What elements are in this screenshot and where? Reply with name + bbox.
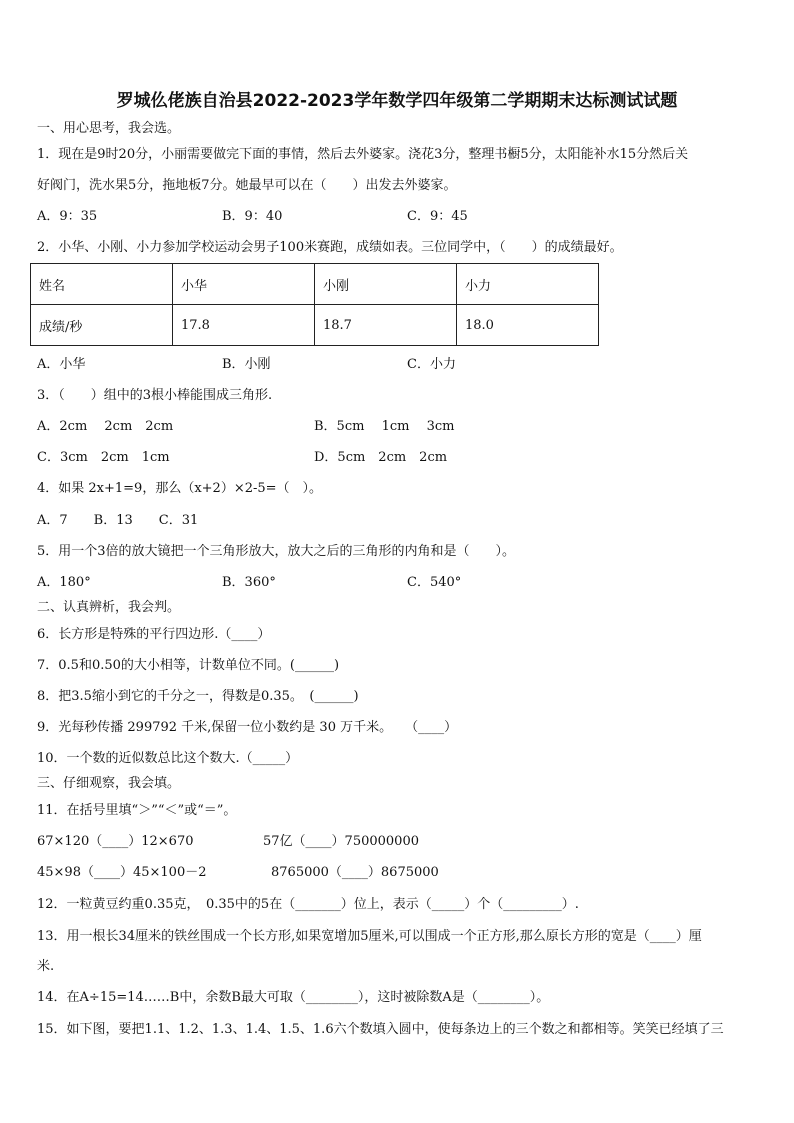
table-cell: 17.8 [173,305,315,346]
question-3-option-c: C．3cm 2cm 1cm [37,450,170,465]
question-13-text-cont: 米. [37,959,55,974]
section-heading-1: 一、用心思考，我会选。 [37,121,181,136]
question-6-text: 6．长方形是特殊的平行四边形.（____） [37,627,271,642]
question-3-option-b: B．5cm 1cm 3cm [314,419,455,434]
section-heading-3: 三、仔细观察，我会填。 [37,776,181,791]
question-14-text: 14．在A÷15=14……B中，余数B最大可取（________），这时被除数A是（________）。 [37,990,550,1005]
table-header-cell: 姓名 [31,264,173,305]
table-cell: 18.7 [315,305,457,346]
question-4-text: 4．如果 2x+1=9，那么（x+2）×2-5=（ ）。 [37,481,323,496]
page-title: 罗城仫佬族自治县2022-2023学年数学四年级第二学期期末达标测试试题 [116,91,678,111]
question-13-text: 13．用一根长34厘米的铁丝围成一个长方形,如果宽增加5厘米,可以围成一个正方形,那么原长方形的宽是（____）厘 [37,929,702,944]
question-15-text: 15．如下图，要把1.1、1.2、1.3、1.4、1.5、1.6六个数填入圆中，使每条边上的三个数之和都相等。笑笑已经填了三 [37,1022,724,1037]
question-2-option-c: C．小力 [407,357,456,372]
table-row [31,305,599,346]
question-12-text: 12．一粒黄豆约重0.35克， 0.35中的5在（_______）位上，表示（_____）个（_________）. [37,897,579,912]
question-8-text: 8．把3.5缩小到它的千分之一，得数是0.35。 (______) [37,689,359,704]
question-5-option-b: B．360° [222,575,276,590]
question-1-option-b: B．9：40 [222,209,283,224]
question-5-option-a: A．180° [37,575,91,590]
table-cell: 成绩/秒 [31,305,173,346]
score-table [30,263,599,346]
question-1-option-c: C．9：45 [407,209,468,224]
question-2-option-a: A．小华 [37,357,86,372]
question-11-item-d: 8765000（____）8675000 [271,865,439,880]
question-5-option-c: C．540° [407,575,462,590]
question-9-text: 9．光每秒传播 299792 千米,保留一位小数约是 30 万千米。 （____） [37,720,458,735]
table-header-cell: 小华 [173,264,315,305]
question-3-option-d: D．5cm 2cm 2cm [314,450,448,465]
question-11-item-a: 67×120（____）12×670 [37,834,194,849]
question-10-text: 10．一个数的近似数总比这个数大.（_____） [37,751,299,766]
table-cell: 18.0 [457,305,599,346]
question-4-options: A．7 B．13 C．31 [37,513,199,528]
question-11-text: 11．在括号里填“＞”“＜”或“＝”。 [37,803,237,818]
table-header-cell: 小刚 [315,264,457,305]
question-7-text: 7．0.5和0.50的大小相等，计数单位不同。(______) [37,658,340,673]
question-2-text: 2．小华、小刚、小力参加学校运动会男子100米赛跑，成绩如表。三位同学中，（ ）的成绩最好。 [37,240,623,255]
question-11-item-c: 45×98（____）45×100－2 [37,865,207,880]
question-3-text: 3．（ ）组中的3根小棒能围成三角形. [37,388,273,403]
question-1-option-a: A．9：35 [37,209,98,224]
question-1-text-cont: 好阀门，洗水果5分，拖地板7分。她最早可以在（ ）出发去外婆家。 [37,178,457,193]
question-1-text: 1．现在是9时20分，小丽需要做完下面的事情，然后去外婆家。浇花3分，整理书橱5分，太阳能补水15分然后关 [37,147,689,162]
section-heading-2: 二、认真辨析，我会判。 [37,600,181,615]
question-3-option-a: A．2cm 2cm 2cm [37,419,174,434]
table-header-cell: 小力 [457,264,599,305]
question-2-option-b: B．小刚 [222,357,271,372]
question-11-item-b: 57亿（____）750000000 [263,834,419,849]
question-5-text: 5．用一个3倍的放大镜把一个三角形放大，放大之后的三角形的内角和是（ ）。 [37,544,516,559]
table-row [31,264,599,305]
